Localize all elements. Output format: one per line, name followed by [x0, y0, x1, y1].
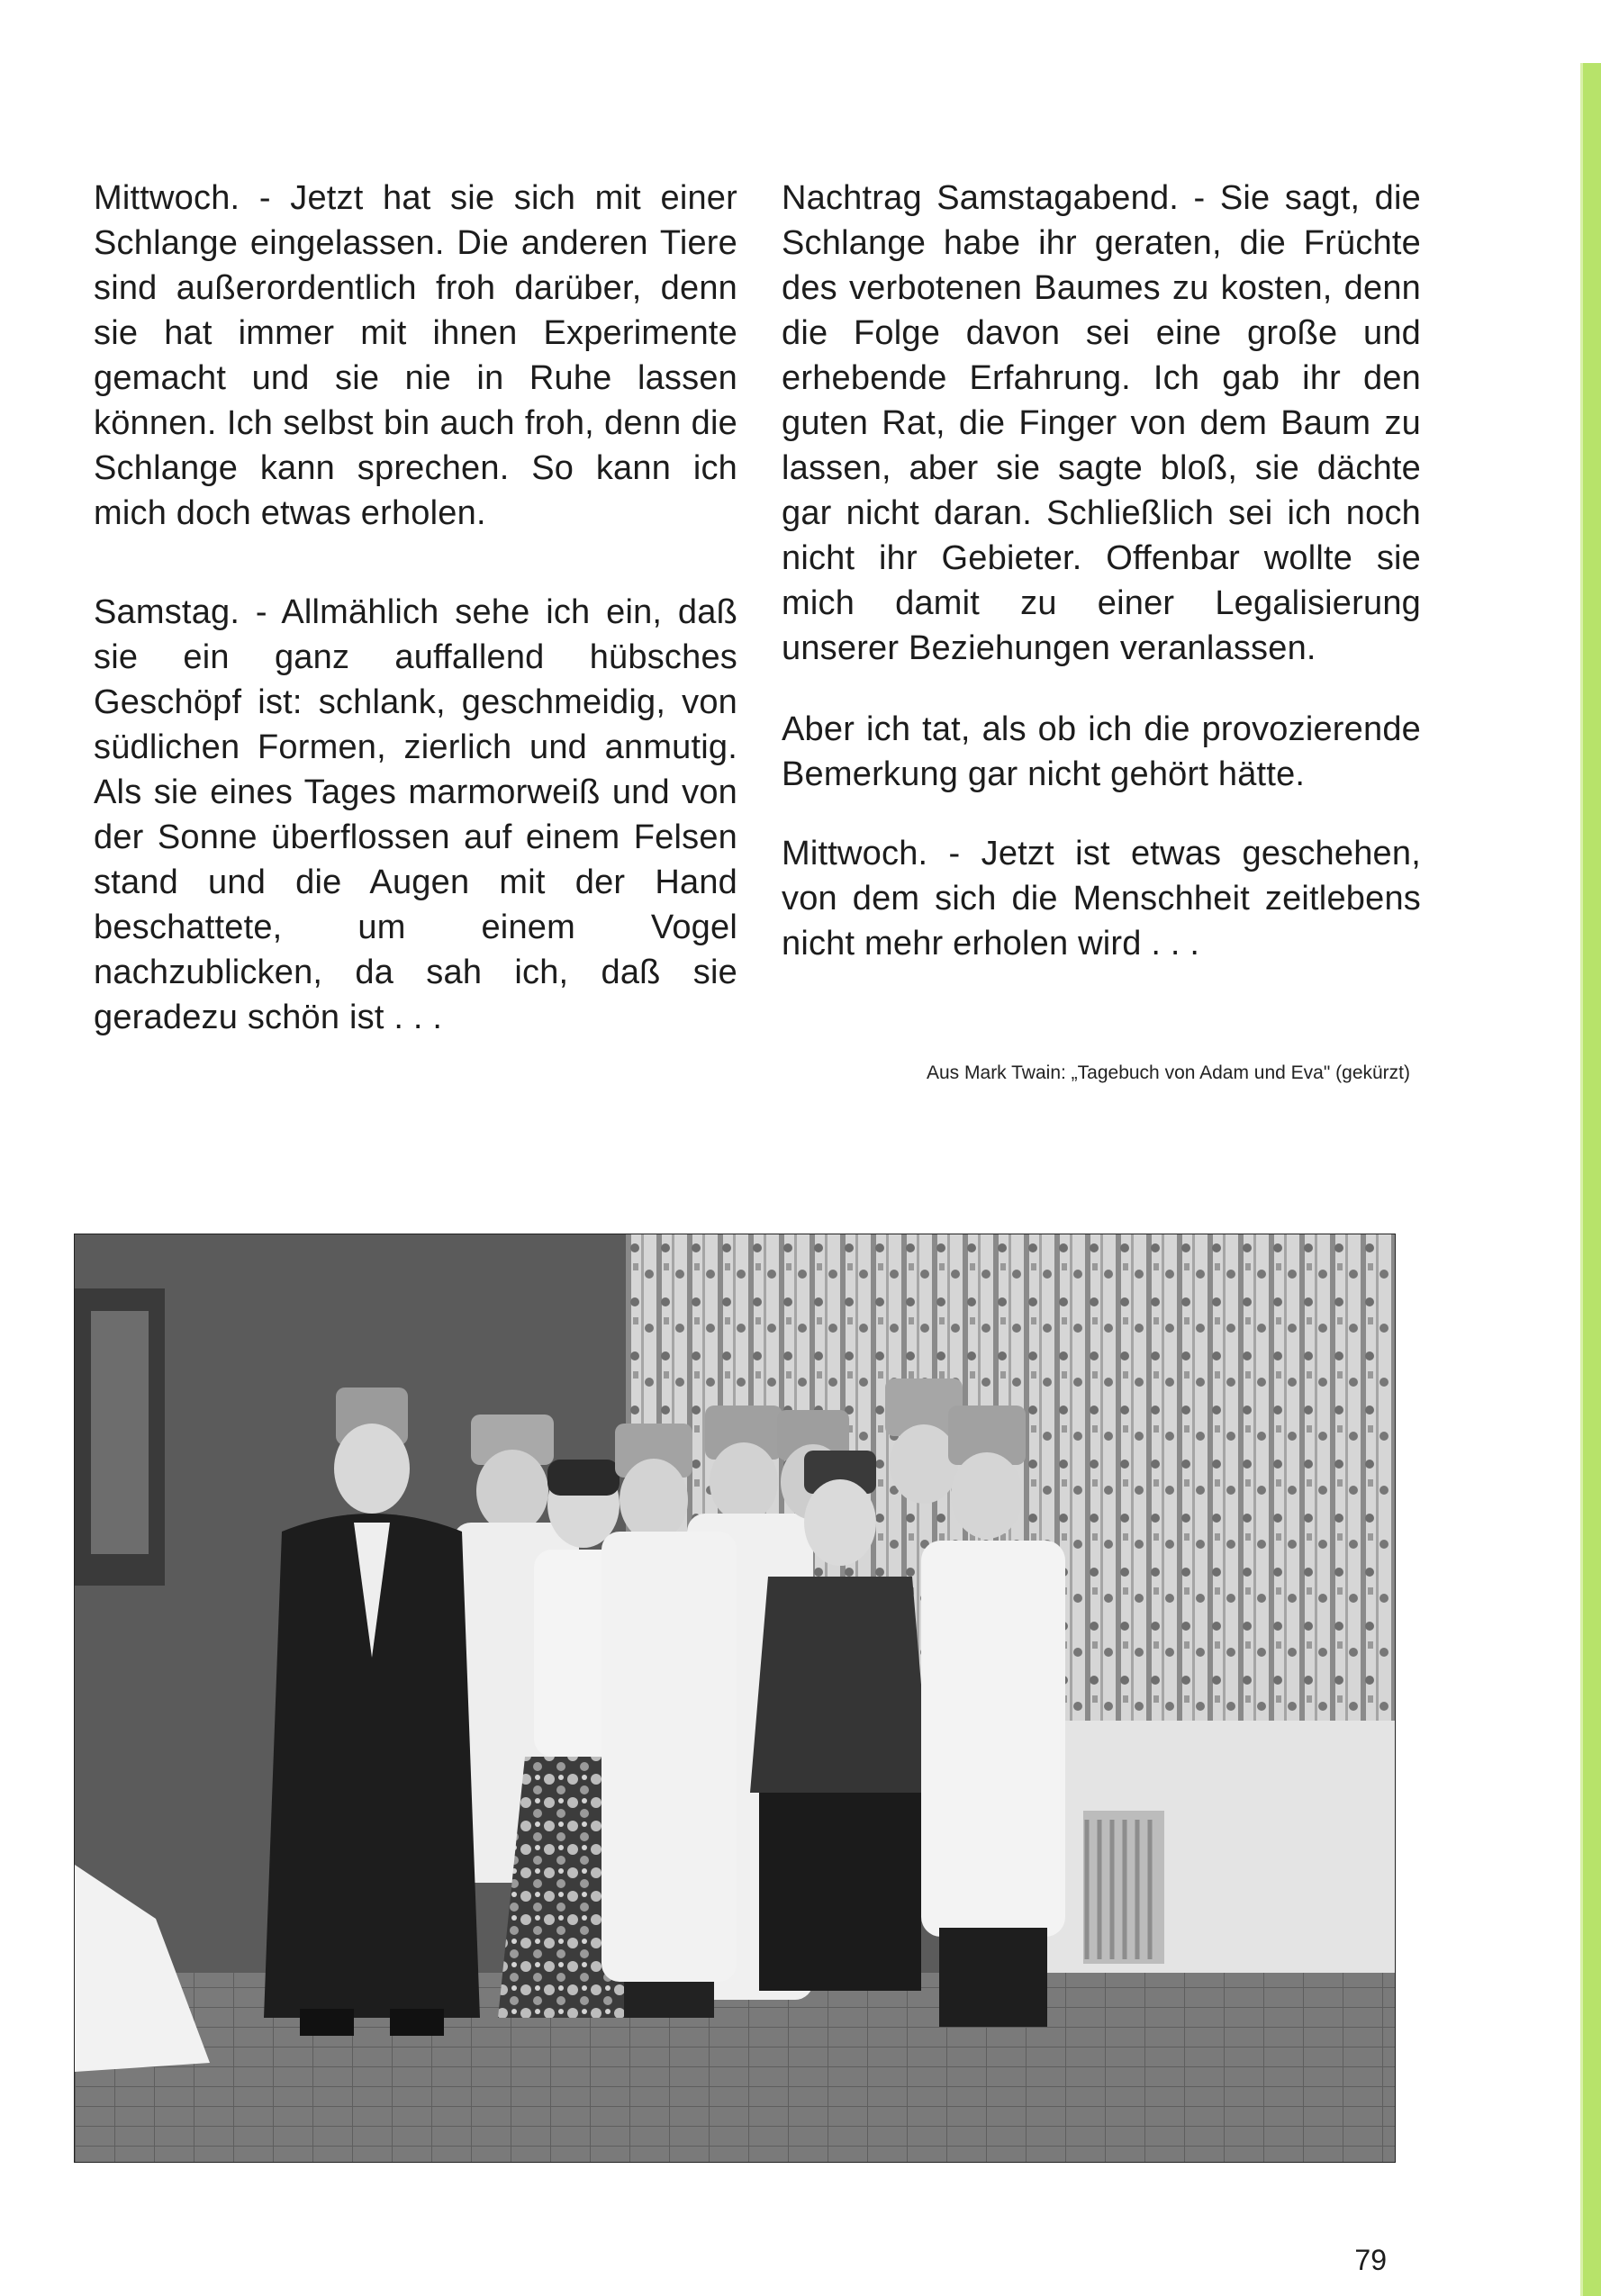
right-text-column — [782, 176, 1421, 1000]
left-text-column — [94, 176, 737, 1094]
source-citation: Aus Mark Twain: „Tagebuch von Adam und Eva" (gekürzt) — [927, 1062, 1410, 1083]
page-edge-green-strip — [1583, 63, 1601, 2296]
paragraph-samstag: Samstag. - Allmählich sehe ich ein, daß sie ein ganz auffallend hübsches Geschöpf ist: schlank, geschmeidig, von südlichen Formen, zierlich und anmutig. Als sie eines Tages marmorweiß und von der Sonne überflossen auf einem Felsen stand und die Augen mit der Hand beschattete, um einem Vogel nachzublicken, da sah ich, daß sie geradezu schön ist . . . — [94, 593, 737, 1036]
group-photo — [74, 1234, 1396, 2163]
paragraph-mittwoch-1: Mittwoch. - Jetzt hat sie sich mit einer Schlange eingelassen. Die anderen Tiere sind außerordentlich froh darüber, denn sie hat immer mit ihnen Experimente gemacht und sie nie in Ruhe lassen können. Ich selbst bin auch froh, denn die Schlange kann sprechen. So kann ich mich doch etwas erholen. — [94, 179, 737, 532]
paragraph-nachtrag-samstagabend: Nachtrag Samstagabend. - Sie sagt, die Schlange habe ihr geraten, die Früchte des verbotenen Baumes zu kosten, denn die Folge davon sei eine große und erhebende Erfahrung. Ich gab ihr den guten Rat, die Finger von dem Baum zu lassen, aber sie sagte bloß, sie dächte gar nicht daran. Schließlich sei ich noch nicht ihr Gebieter. Offenbar wollte sie mich damit zu einer Legalisierung unserer Beziehungen veranlassen. — [782, 179, 1421, 667]
paragraph-aber-ich-tat: Aber ich tat, als ob ich die provozierende Bemerkung gar nicht gehört hätte. — [782, 710, 1421, 793]
paragraph-mittwoch-2: Mittwoch. - Jetzt ist etwas geschehen, von dem sich die Menschheit zeitlebens nicht mehr erholen wird . . . — [782, 835, 1421, 963]
group-photo-illustration — [75, 1234, 1395, 2162]
page-number: 79 — [1354, 2244, 1387, 2276]
